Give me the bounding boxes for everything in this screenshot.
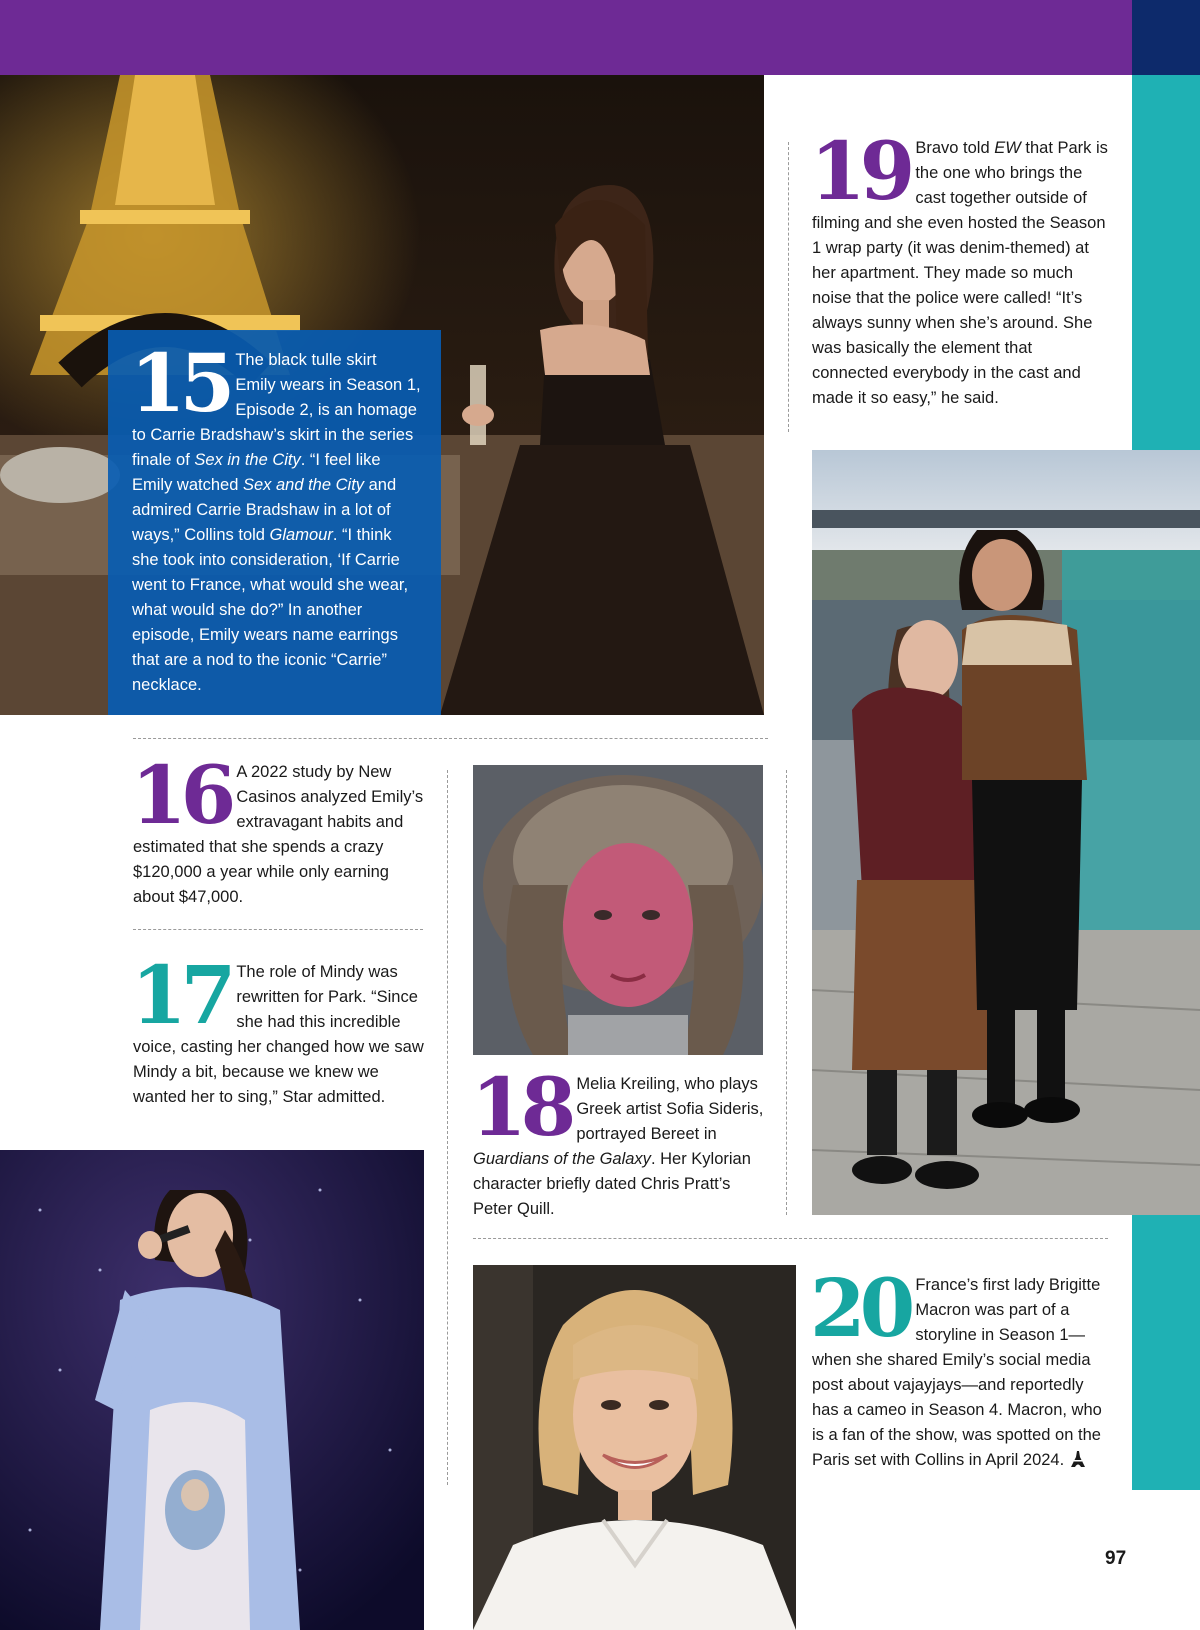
photo-bereet (473, 765, 763, 1055)
fact-text: A 2022 study by New Casinos analyzed Emily’s extravagant habits and estimated that she spends a crazy $120,000 a year while only earning about $47,000. (133, 763, 424, 906)
fact-number: 18 (471, 1060, 571, 1154)
column-divider (447, 770, 451, 1485)
fact-number: 16 (131, 748, 231, 842)
column-divider (786, 770, 790, 1215)
section-divider (133, 929, 423, 933)
fact-text: The black tulle skirt Emily wears in Season 1, Episode 2, is an homage to Carrie Bradshaw’s skirt in the series finale of Sex in the City. “I feel like Emily watched Sex and the City and admired Carrie Bradshaw in a lot of ways,” Collins told Glamour. “I think she took into consideration, ‘If Carrie went to France, what would she wear, what would she do?” In another episode, Emily wears name earrings that are a nod to the iconic “Carrie” necklace. (132, 351, 421, 694)
fact-text: Bravo told EW that Park is the one who brings the cast together outside of filming and she even hosted the Season 1 wrap party (it was denim-themed) at her apartment. They made so much noise that the police were called! “It’s always sunny when she’s around. She was basically the element that connected everybody in the cast and made it so easy,” he said. (812, 139, 1108, 407)
fact-20 (810, 1261, 1112, 1473)
fact-number: 19 (810, 124, 910, 218)
section-divider (133, 738, 768, 742)
top-corner-block (1132, 0, 1200, 75)
photo-brigitte-macron (473, 1265, 796, 1630)
fact-16 (131, 748, 433, 910)
fact-text: Melia Kreiling, who plays Greek artist Sofia Sideris, portrayed Bereet in Guardians of the Galaxy. Her Kylorian character briefly dated Chris Pratt’s Peter Quill. (473, 1075, 764, 1218)
top-color-bar (0, 0, 1132, 75)
fact-text: France’s first lady Brigitte Macron was part of a storyline in Season 1—when she shared Emily’s social media post about vajayjays—and reportedly has a cameo in Season 4. Macron, who is a fan of the show, was spotted on the Paris set with Collins in April 2024. (812, 1276, 1102, 1469)
fact-number: 15 (130, 336, 230, 430)
section-divider (473, 1238, 1108, 1242)
photo-cast-laughing (812, 450, 1200, 1215)
eiffel-tower-icon (1071, 1451, 1085, 1467)
fact-text: The role of Mindy was rewritten for Park. “Since she had this incredible voice, casting her changed how we saw Mindy a bit, because we knew we wanted her to sing,” Star admitted. (133, 963, 424, 1106)
column-divider (788, 142, 792, 432)
fact-18 (471, 1060, 773, 1222)
page-number: 97 (1105, 1548, 1127, 1569)
fact-number: 17 (131, 948, 231, 1042)
fact-15 (108, 330, 441, 715)
fact-19 (810, 124, 1112, 411)
fact-17 (131, 948, 433, 1110)
photo-singer (0, 1150, 424, 1630)
fact-number: 20 (810, 1261, 910, 1355)
